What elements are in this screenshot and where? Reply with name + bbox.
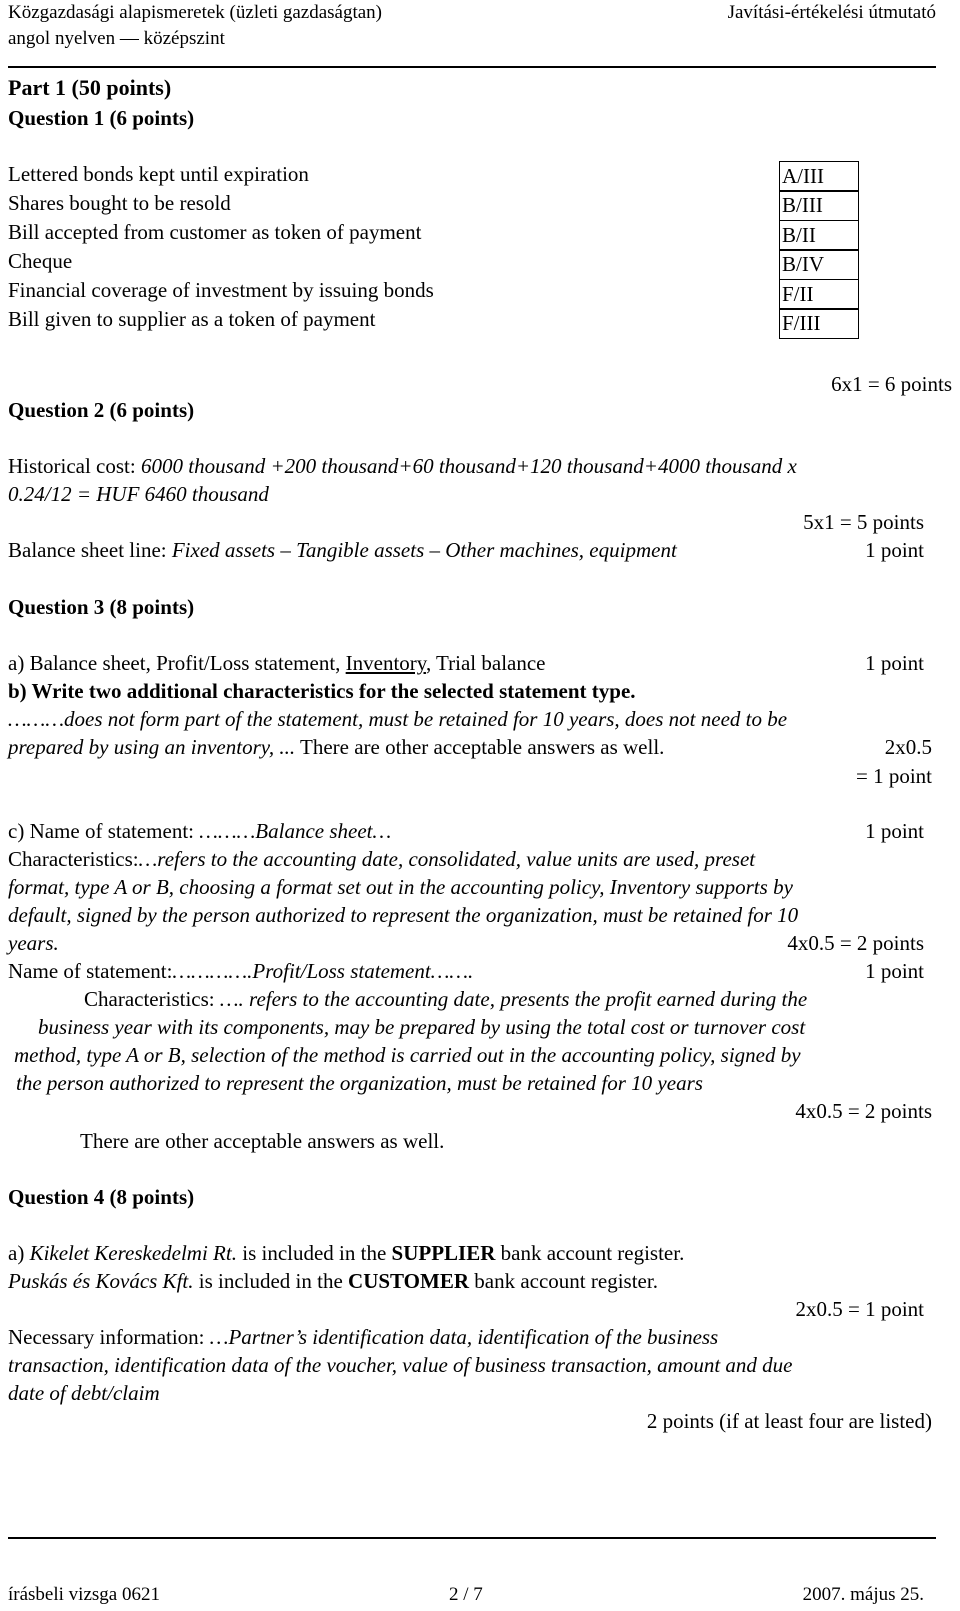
q3-b-answer-cont [8, 733, 664, 762]
q3-a-score: 1 point [865, 651, 924, 675]
q2-title: Question 2 (6 points) [8, 398, 195, 422]
q3-c-name [8, 817, 391, 846]
q1-item-label: Cheque [8, 249, 73, 273]
q4-nec-label: Necessary information: [8, 1325, 210, 1349]
q3-name2-value: ………….Profit/Loss statement……. [172, 959, 474, 983]
q1-item-list [8, 160, 434, 334]
q3-char-text-cont: default, signed by the person authorized to represent the organization, must be retained for 10 [8, 903, 799, 927]
q4-nec-score: 2 points (if at least four are listed) [646, 1409, 932, 1433]
q3-char2-score: 4x0.5 = 2 points [795, 1099, 932, 1123]
q3-char-text-cont: years. [8, 931, 59, 955]
q3-b-answer-plain: There are other acceptable answers as well. [295, 735, 665, 759]
q4-nec-text-cont: date of debt/claim [8, 1381, 160, 1405]
q3-char2-label: Characteristics: [84, 987, 220, 1011]
q3-char2-text: …. refers to the accounting date, presents the profit earned during the [219, 987, 808, 1011]
q3-c-value: ………Balance sheet… [199, 819, 392, 843]
q1-answer-box: B/III [779, 190, 859, 221]
q3-title: Question 3 (8 points) [8, 595, 195, 619]
q1-item-label: Shares bought to be resold [8, 191, 231, 215]
q3-name2-score: 1 point [865, 959, 924, 983]
q1-item-label: Bill accepted from customer as token of payment [8, 220, 422, 244]
q3-a-prefix: a) Balance sheet, Profit/Loss statement, [8, 651, 346, 675]
q2-score-1: 5x1 = 5 points [803, 510, 924, 534]
q3-b-answer-italic: prepared by using an inventory, ... [8, 735, 296, 759]
header-right: Javítási-értékelési útmutató [727, 2, 936, 23]
q2-bs-value: Fixed assets – Tangible assets – Other machines, equipment [171, 538, 677, 562]
q3-char2-text-cont: method, type A or B, selection of the method is carried out in the accounting policy, signed by [14, 1043, 801, 1067]
part-title: Part 1 (50 points) [8, 75, 172, 100]
q4-nec-text-cont: transaction, identification data of the voucher, value of business transaction, amount and due [8, 1353, 793, 1377]
q3-b-score-1: 2x0.5 [884, 735, 932, 759]
q3-a-answer [8, 649, 546, 678]
footer-exam-code: írásbeli vizsga 0621 [8, 1584, 160, 1605]
q1-answer-box: F/II [779, 279, 859, 310]
q2-balance-sheet-line [8, 536, 677, 565]
q1-item-label: Lettered bonds kept until expiration [8, 162, 309, 186]
q2-hist-value-cont: 0.24/12 = HUF 6460 thousand [8, 482, 269, 506]
q3-other-answers: There are other acceptable answers as well. [80, 1129, 445, 1153]
q4-a-score: 2x0.5 = 1 point [795, 1297, 924, 1321]
q4-a1-end: bank account register. [495, 1241, 685, 1265]
footer-page-number: 2 / 7 [449, 1584, 483, 1605]
q3-b-title: b) Write two additional characteristics for the selected statement type. [8, 679, 636, 703]
footer-date: 2007. május 25. [802, 1584, 924, 1605]
header-subject: Közgazdasági alapismeretek (üzleti gazdaságtan) [8, 2, 383, 23]
q3-a-suffix: , Trial balance [425, 651, 546, 675]
q4-a-line1 [8, 1239, 684, 1268]
q4-a2-mid: is included in the [193, 1269, 349, 1293]
q3-char-text-cont: format, type A or B, choosing a format set out in the accounting policy, Inventory supports by [8, 875, 793, 899]
q1-item-label: Bill given to supplier as a token of payment [8, 307, 376, 331]
q3-c-score: 1 point [865, 819, 924, 843]
q3-c-characteristics [8, 845, 755, 874]
q3-char-label: Characteristics: [8, 847, 139, 871]
q4-nec-text: …Partner’s identification data, identification of the business [209, 1325, 719, 1349]
q2-score-2: 1 point [865, 538, 924, 562]
q1-answer-box: F/III [779, 308, 859, 339]
header-level: angol nyelven — középszint [8, 28, 225, 49]
q2-historical-cost [8, 452, 797, 481]
q2-bs-label: Balance sheet line: [8, 538, 172, 562]
footer-divider [8, 1537, 936, 1539]
q1-title: Question 1 (6 points) [8, 106, 195, 130]
q1-answer-box: B/IV [779, 249, 859, 280]
q3-char2 [84, 985, 807, 1014]
q3-c-char-score: 4x0.5 = 2 points [787, 931, 924, 955]
q1-answer-box: B/II [779, 220, 859, 251]
q1-answer-box: A/III [779, 161, 859, 192]
q3-name2-label: Name of statement: [8, 959, 173, 983]
q4-a2-role: CUSTOMER [348, 1269, 470, 1293]
q4-a1-role: SUPPLIER [391, 1241, 496, 1265]
q4-title: Question 4 (8 points) [8, 1185, 195, 1209]
q4-a-line2 [8, 1267, 658, 1296]
q3-char2-text-cont: the person authorized to represent the organization, must be retained for 10 years [16, 1071, 703, 1095]
q3-name2 [8, 957, 473, 986]
q4-a-prefix: a) [8, 1241, 30, 1265]
q3-c-label: c) Name of statement: [8, 819, 200, 843]
q4-a1-mid: is included in the [236, 1241, 392, 1265]
q1-answer-column [779, 162, 859, 339]
q4-company-2: Puskás és Kovács Kft. [8, 1269, 194, 1293]
q1-item-label: Financial coverage of investment by issuing bonds [8, 278, 434, 302]
header-divider [8, 66, 936, 68]
header-left [8, 0, 382, 52]
q3-b-answer: ………does not form part of the statement, must be retained for 10 years, does not need to be [8, 707, 788, 731]
q4-a2-end: bank account register. [469, 1269, 658, 1293]
q4-company-1: Kikelet Kereskedelmi Rt. [29, 1241, 237, 1265]
q3-a-underlined: Inventory [345, 651, 426, 675]
q3-char2-text-cont: business year with its components, may be prepared by using the total cost or turnover cost [38, 1015, 806, 1039]
q2-hist-label: Historical cost: [8, 454, 141, 478]
q3-b-score-2: = 1 point [855, 764, 932, 788]
q4-necessary-info [8, 1323, 718, 1352]
q3-char-text: …refers to the accounting date, consolidated, value units are used, preset [138, 847, 756, 871]
q1-score: 6x1 = 6 points [831, 372, 952, 396]
q2-hist-value: 6000 thousand +200 thousand+60 thousand+120 thousand+4000 thousand x [140, 454, 797, 478]
